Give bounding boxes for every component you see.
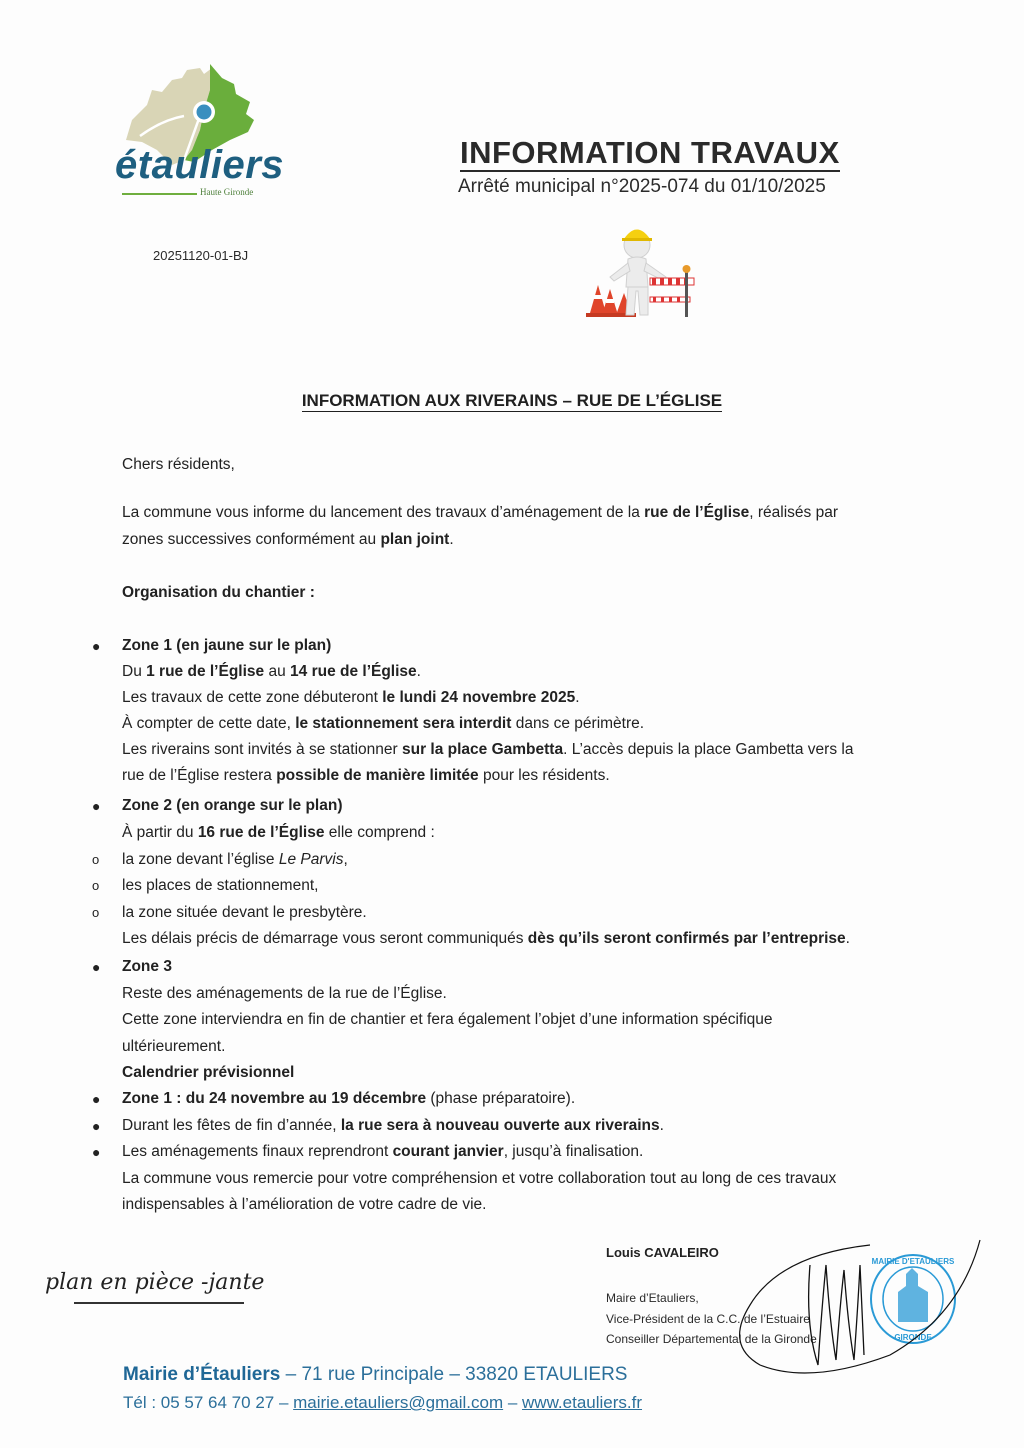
calendar-item-3: Les aménagements finaux reprendront courant janvier, jusqu’à finalisation. (122, 1143, 644, 1160)
logo-wordmark: étauliers (115, 143, 285, 187)
footer-address: Mairie d’Étauliers – 71 rue Principale – 33820 ETAULIERS (123, 1364, 628, 1385)
handwritten-signature (730, 1235, 990, 1395)
zone1-line-3: À compter de cette date, le stationnement sera interdit dans ce périmètre. (122, 715, 645, 732)
zone3-line-2: Cette zone interviendra en fin de chantier et fera également l’objet d’une information spécifique (122, 1011, 773, 1028)
signatory-role-1: Maire d’Etauliers, (606, 1291, 699, 1305)
zone3-line-1: Reste des aménagements de la rue de l’Église. (122, 985, 447, 1002)
bullet-icon: ● (92, 798, 101, 814)
closing-line-1: La commune vous remercie pour votre compréhension et votre collaboration tout au long de ces travaux (122, 1170, 837, 1187)
zone1-line-1: Du 1 rue de l’Église au 14 rue de l’Église. (122, 663, 421, 680)
zone2-sub-3: la zone située devant le presbytère. (122, 904, 367, 921)
email-link[interactable]: mairie.etauliers@gmail.com (293, 1393, 504, 1412)
bullet-icon: ● (92, 959, 101, 975)
website-link[interactable]: www.etauliers.fr (522, 1393, 643, 1412)
zone1-line-2: Les travaux de cette zone débuteront le lundi 24 novembre 2025. (122, 689, 580, 706)
handwritten-note: plan en pièce -jante (45, 1270, 265, 1295)
signatory-role-3: Conseiller Départemental de la Gironde (606, 1332, 817, 1346)
logo-tagline: Haute Gironde (200, 187, 254, 197)
signatory-role-2: Vice-Président de la C.C. de l’Estuaire (606, 1312, 810, 1326)
intro-line-1: La commune vous informe du lancement des travaux d’aménagement de la rue de l’Église, réalisés par (122, 504, 838, 521)
circle-bullet-icon: o (92, 878, 100, 893)
zone1-line-4: Les riverains sont invités à se stationner sur la place Gambetta. L’accès depuis la place Gambetta vers la (122, 741, 854, 758)
zone1-line-5: rue de l’Église restera possible de manière limitée pour les résidents. (122, 767, 610, 784)
construction-worker-icon (582, 215, 702, 325)
svg-text:MAIRIE D'ETAULIERS: MAIRIE D'ETAULIERS (871, 1257, 955, 1266)
zone2-title: Zone 2 (en orange sur le plan) (122, 797, 343, 814)
handwritten-underline (74, 1302, 244, 1304)
zone2-sub-1: la zone devant l’église Le Parvis, (122, 851, 348, 868)
zone1-title: Zone 1 (en jaune sur le plan) (122, 637, 332, 654)
footer-contact: Tél : 05 57 64 70 27 – mairie.etauliers@gmail.com – www.etauliers.fr (123, 1393, 643, 1412)
zone3-title: Zone 3 (122, 958, 172, 975)
zone2-line-2: Les délais précis de démarrage vous seront communiqués dès qu’ils seront confirmés par l’entreprise. (122, 930, 850, 947)
document-title: INFORMATION TRAVAUX (460, 135, 840, 170)
bullet-icon: ● (92, 638, 101, 654)
intro-line-2: zones successives conformément au plan joint. (122, 531, 454, 548)
logo-underline (122, 193, 197, 195)
decree-reference: Arrêté municipal n°2025-074 du 01/10/2025 (458, 176, 826, 197)
section-title: INFORMATION AUX RIVERAINS – RUE DE L’ÉGLISE (301, 391, 723, 410)
bullet-icon: ● (92, 1144, 101, 1160)
circle-bullet-icon: o (92, 905, 100, 920)
signatory-name: Louis CAVALEIRO (606, 1245, 719, 1260)
calendar-heading: Calendrier prévisionnel (122, 1064, 295, 1081)
closing-line-2: indispensables à l’amélioration de votre cadre de vie. (122, 1196, 487, 1213)
svg-text:GIRONDE: GIRONDE (894, 1333, 932, 1342)
bullet-icon: ● (92, 1118, 101, 1134)
zone3-line-3: ultérieurement. (122, 1038, 226, 1055)
bullet-icon: ● (92, 1091, 101, 1107)
organisation-heading: Organisation du chantier : (122, 584, 315, 601)
calendar-item-2: Durant les fêtes de fin d’année, la rue sera à nouveau ouverte aux riverains. (122, 1117, 664, 1134)
document-reference: 20251120-01-BJ (153, 248, 249, 263)
greeting: Chers résidents, (122, 456, 235, 473)
calendar-item-1: Zone 1 : du 24 novembre au 19 décembre (phase préparatoire). (122, 1090, 576, 1107)
zone2-sub-2: les places de stationnement, (122, 877, 319, 894)
zone2-line-1: À partir du 16 rue de l’Église elle comprend : (122, 824, 435, 841)
circle-bullet-icon: o (92, 852, 100, 867)
